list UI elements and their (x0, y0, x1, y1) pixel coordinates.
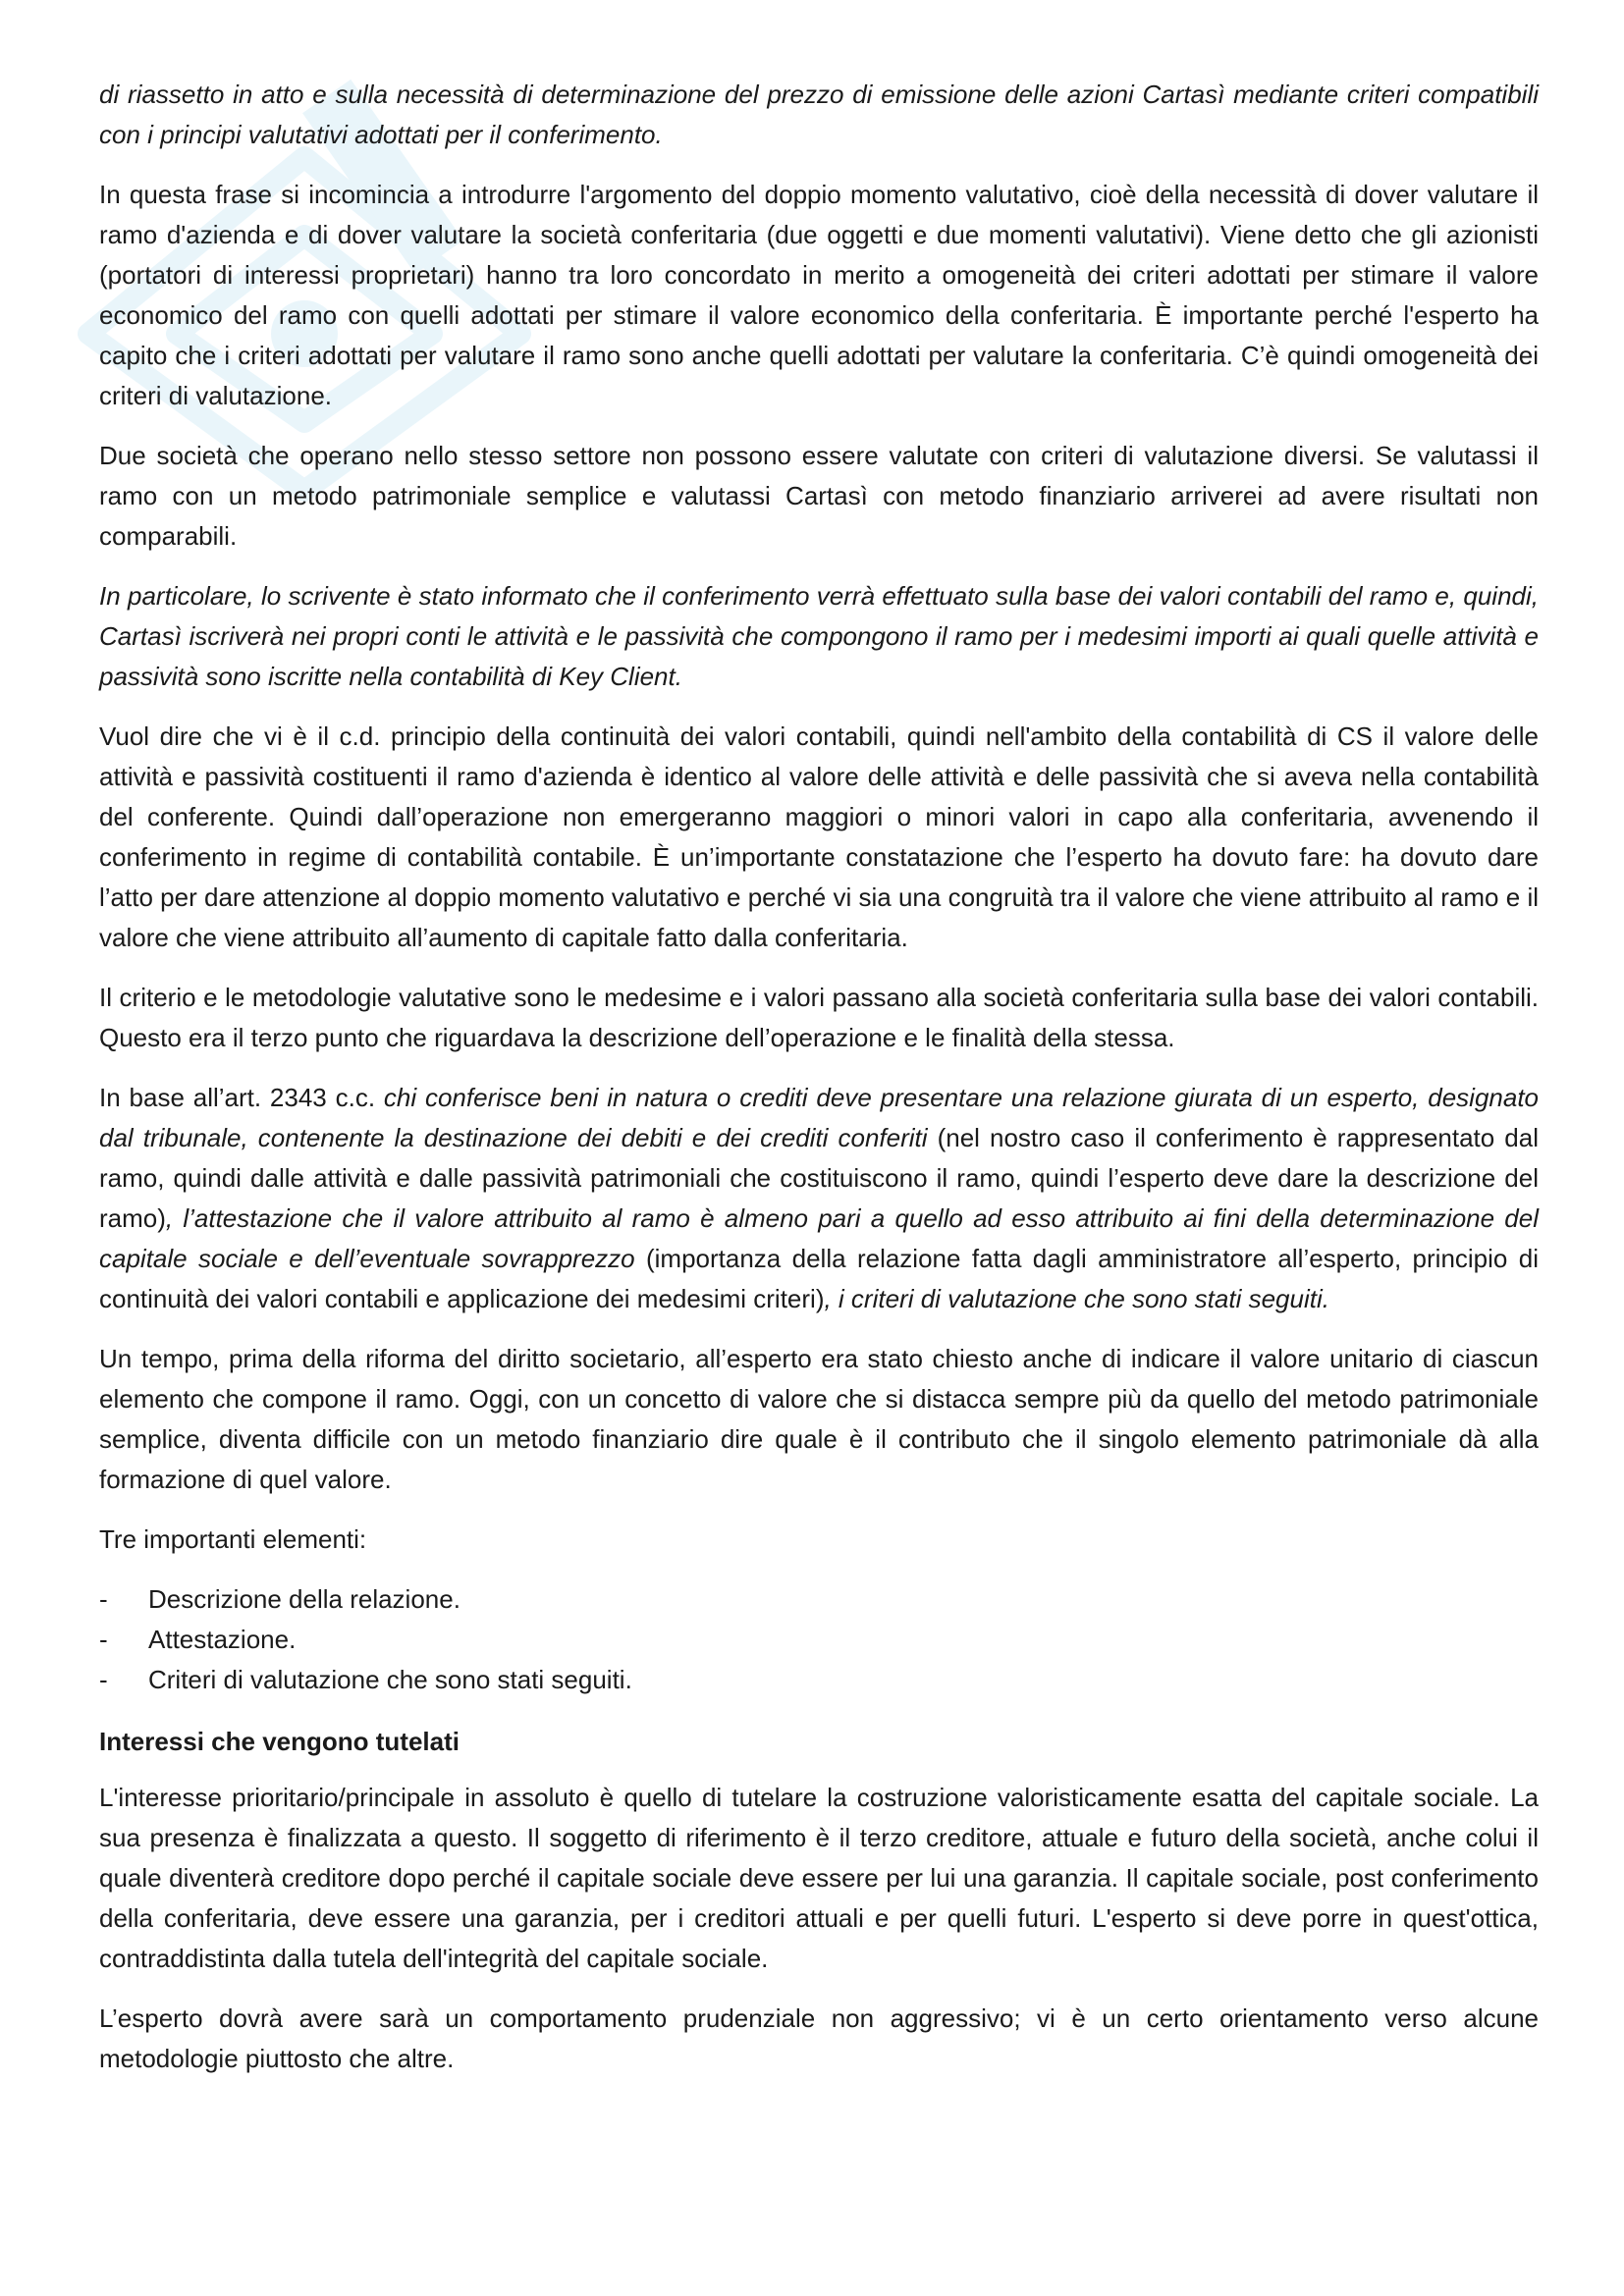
paragraph-7-note-1: (nel nostro caso il conferimento è rappresentato dal ramo, quindi dalle attività e dalle passività patrimoniali che costituiscono il ramo, quindi l’esperto deve dare la descrizione del ramo) (99, 1123, 1539, 1233)
elements-list (99, 1579, 1539, 1700)
section-heading: Interessi che vengono tutelati (99, 1727, 460, 1756)
paragraph-9: Tre importanti elementi: (99, 1524, 367, 1554)
paragraph-8: Un tempo, prima della riforma del diritto societario, all’esperto era stato chiesto anche di indicare il valore unitario di ciascun elemento che compone il ramo. Oggi, con un concetto di valore che si distacca sempre più da quello del metodo patrimoniale semplice, diventa difficile con un metodo finanziario dire quale è il contributo che il singolo elemento patrimoniale dà alla formazione di quel valore. (99, 1344, 1539, 1494)
paragraph-7 (99, 1078, 1539, 1319)
paragraph-6: Il criterio e le metodologie valutative sono le medesime e i valori passano alla società conferitaria sulla base dei valori contabili. Questo era il terzo punto che riguardava la descrizione dell’operazione e le finalità della stessa. (99, 983, 1539, 1052)
paragraph-7-quote-3: , i criteri di valutazione che sono stati seguiti. (824, 1284, 1329, 1313)
document-page (99, 75, 1539, 2099)
paragraph-11: L’esperto dovrà avere sarà un comportamento prudenziale non aggressivo; vi è un certo orientamento verso alcune metodologie piuttosto che altre. (99, 2003, 1539, 2073)
list-item: - Criteri di valutazione che sono stati seguiti. (99, 1660, 1539, 1700)
paragraph-7-intro: In base all’art. 2343 c.c. (99, 1083, 384, 1112)
paragraph-3: Due società che operano nello stesso settore non possono essere valutate con criteri di valutazione diversi. Se valutassi il ramo con un metodo patrimoniale semplice e valutassi Cartasì con metodo finanziario arriverei ad avere risultati non comparabili. (99, 441, 1539, 551)
paragraph-7-quote-1: chi conferisce beni in natura o crediti deve presentare una relazione giurata di un esperto, designato dal tribunale, contenente la destinazione dei debiti e dei crediti conferiti (99, 1083, 1540, 1152)
list-item: - Descrizione della relazione. (99, 1579, 1539, 1620)
paragraph-quote-1: di riassetto in atto e sulla necessità di determinazione del prezzo di emissione delle azioni Cartasì mediante criteri compatibili con i principi valutativi adottati per il conferimento. (99, 80, 1539, 149)
paragraph-7-quote-2: , l’attestazione che il valore attribuito al ramo è almeno pari a quello ad esso attribuito ai fini della determinazione del capitale sociale e dell’eventuale sovrapprezzo (99, 1203, 1539, 1273)
paragraph-7-note-2: (importanza della relazione fatta dagli amministratore all’esperto, principio di continuità dei valori contabili e applicazione dei medesimi criteri) (99, 1244, 1539, 1313)
paragraph-quote-2: In particolare, lo scrivente è stato informato che il conferimento verrà effettuato sulla base dei valori contabili del ramo e, quindi, Cartasì iscriverà nei propri conti le attività e le passività che compongono il ramo per i medesimi importi ai quali quelle attività e passività sono iscritte nella contabilità di Key Client. (99, 581, 1539, 691)
paragraph-5: Vuol dire che vi è il c.d. principio della continuità dei valori contabili, quindi nell'ambito della contabilità di CS il valore delle attività e passività costituenti il ramo d'azienda è identico al valore delle attività e delle passività che si aveva nella contabilità del conferente. Quindi dall’operazione non emergeranno maggiori o minori valori in capo alla conferitaria, avvenendo il conferimento in regime di contabilità contabile. È un’importante constatazione che l’esperto ha dovuto fare: ha dovuto dare l’atto per dare attenzione al doppio momento valutativo e perché vi sia una congruità tra il valore che viene attribuito al ramo e il valore che viene attribuito all’aumento di capitale fatto dalla conferitaria. (99, 721, 1539, 952)
paragraph-10: L'interesse prioritario/principale in assoluto è quello di tutelare la costruzione valoristicamente esatta del capitale sociale. La sua presenza è finalizzata a questo. Il soggetto di riferimento è il terzo creditore, attuale e futuro della società, anche colui il quale diventerà creditore dopo perché il capitale sociale deve essere per lui una garanzia. Il capitale sociale, post conferimento della conferitaria, deve essere una garanzia, per i creditori attuali e per quelli futuri. L'esperto si deve porre in quest'ottica, contraddistinta dalla tutela dell'integrità del capitale sociale. (99, 1783, 1539, 1973)
paragraph-2: In questa frase si incomincia a introdurre l'argomento del doppio momento valutativo, cioè della necessità di dover valutare il ramo d'azienda e di dover valutare la società conferitaria (due oggetti e due momenti valutativi). Viene detto che gli azionisti (portatori di interessi proprietari) hanno tra loro concordato in merito a omogeneità dei criteri adottati per stimare il valore economico del ramo con quelli adottati per stimare il valore economico della conferitaria. È importante perché l'esperto ha capito che i criteri adottati per valutare il ramo sono anche quelli adottati per valutare la conferitaria. C’è quindi omogeneità dei criteri di valutazione. (99, 180, 1539, 410)
list-item: - Attestazione. (99, 1620, 1539, 1660)
